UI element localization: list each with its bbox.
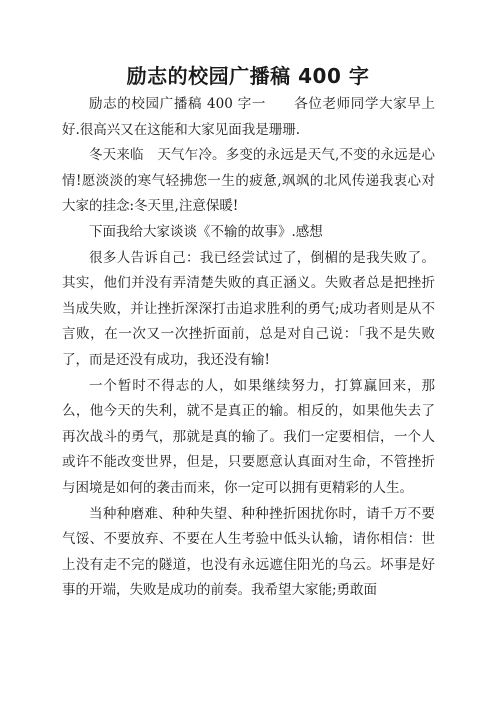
paragraph: 下面我给大家谈谈《不输的故事》.感想 [89,223,323,240]
document-title: 励志的校园广播稿 400 字 [126,64,370,88]
paragraph: 一个暂时不得志的人，如果继续努力，打算赢回来，那么，他今天的失利，就不是真正的输。相反的，如果他失去了再次战斗的勇气，那就是真的输了。我们一定要相信，一个人或许不能改变世界，但是，只要愿意认真面对生命，不管挫折与困境是如何的袭击而来，你一定可以拥有更精彩的人生。 [62,377,435,496]
paragraph: 励志的校园广播稿 400 字一 各位老师同学大家早上好.很高兴又在这能和大家见面我是珊珊. [62,96,435,138]
document-body [62,92,435,604]
paragraph: 很多人告诉自己：我已经尝试过了，倒楣的是我失败了。其实，他们并没有弄清楚失败的真正涵义。失败者总是把挫折当成失败，并让挫折深深打击追求胜利的勇气;成功者则是从不言败，在一次又一次挫折面前，总是对自己说：「我不是失败了，而是还没有成功，我还没有输! [62,249,435,368]
paragraph: 当种种磨难、种种失望、种种挫折困扰你时，请千万不要气馁、不要放弃、不要在人生考验中低头认输，请你相信：世上没有走不完的隧道，也没有永远遮住阳光的乌云。坏事是好事的开端，失败是成功的前奏。我希望大家能;勇敢面 [62,505,435,599]
paragraph: 冬天来临 天气乍冷。多变的永远是天气,不变的永远是心情!愿淡淡的寒气轻拂您一生的疲惫,飒飒的北风传递我衷心对大家的挂念:冬天里,注意保暖! [62,147,435,215]
